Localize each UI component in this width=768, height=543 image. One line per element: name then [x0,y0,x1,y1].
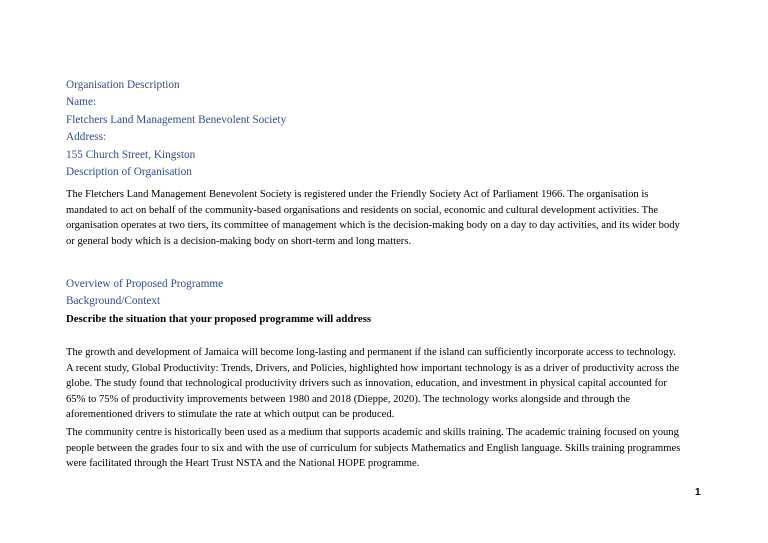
overview-section-title: Overview of Proposed Programme [66,278,224,290]
paragraph-line: aforementioned drivers to stimulate the rate at which output can be produced. [66,409,395,421]
paragraph-line: A recent study, Global Productivity: Trends, Drivers, and Policies, highlighted how important technology is as a driver of productivity across the [66,362,680,374]
paragraph-line: The growth and development of Jamaica will become long-lasting and permanent if the island can sufficiently incorporate access to technology. [66,347,676,358]
paragraph-line: The community centre is historically been used as a medium that supports academic and skills training. The academic training focused on young [66,427,679,438]
paragraph-line: globe. The study found that technological productivity drivers such as innovation, education, and investment in physical capital accounted for [66,378,667,390]
background-paragraph-1 [66,345,716,423]
paragraph-line: The Fletchers Land Management Benevolent Society is registered under the Friendly Society Act of Parliament 1966. The organisation is [66,189,649,200]
paragraph-line: 65% to 75% of productivity improvements between 1980 and 2018 (Dieppe, 2020). The technology works alongside and through the [66,393,631,405]
description-label: Description of Organisation [66,166,192,179]
paragraph-line: were facilitated through the Heart Trust NSTA and the National HOPE programme. [66,458,420,470]
organisation-name: Fletchers Land Management Benevolent Society [66,113,287,126]
organisation-header [66,77,706,181]
name-label: Name: [66,96,97,109]
overview-header [66,276,706,328]
paragraph-line: organisation operates at two tiers, its committee of management which is the decision-making body on a day to day activities, and its wider body [66,220,680,232]
page-number: 1 [695,487,701,498]
organisation-address: 155 Church Street, Kingston [66,148,196,161]
address-label: Address: [66,131,107,144]
paragraph-line: or general body which is a decision-making body on short-term and long matters. [66,235,412,247]
organisation-section-title: Organisation Description [66,79,180,91]
paragraph-line: people between the grades four to six and with the use of curriculum for subjects Mathematics and English language. Skills training programmes [66,442,681,454]
organisation-description-paragraph [66,187,716,249]
background-paragraph-2 [66,425,716,472]
paragraph-line: mandated to act on behalf of the community-based organisations and residents on social, economic and cultural development activities. The [66,204,659,216]
situation-prompt: Describe the situation that your proposed programme will address [66,312,372,325]
background-context-label: Background/Context [66,295,161,308]
